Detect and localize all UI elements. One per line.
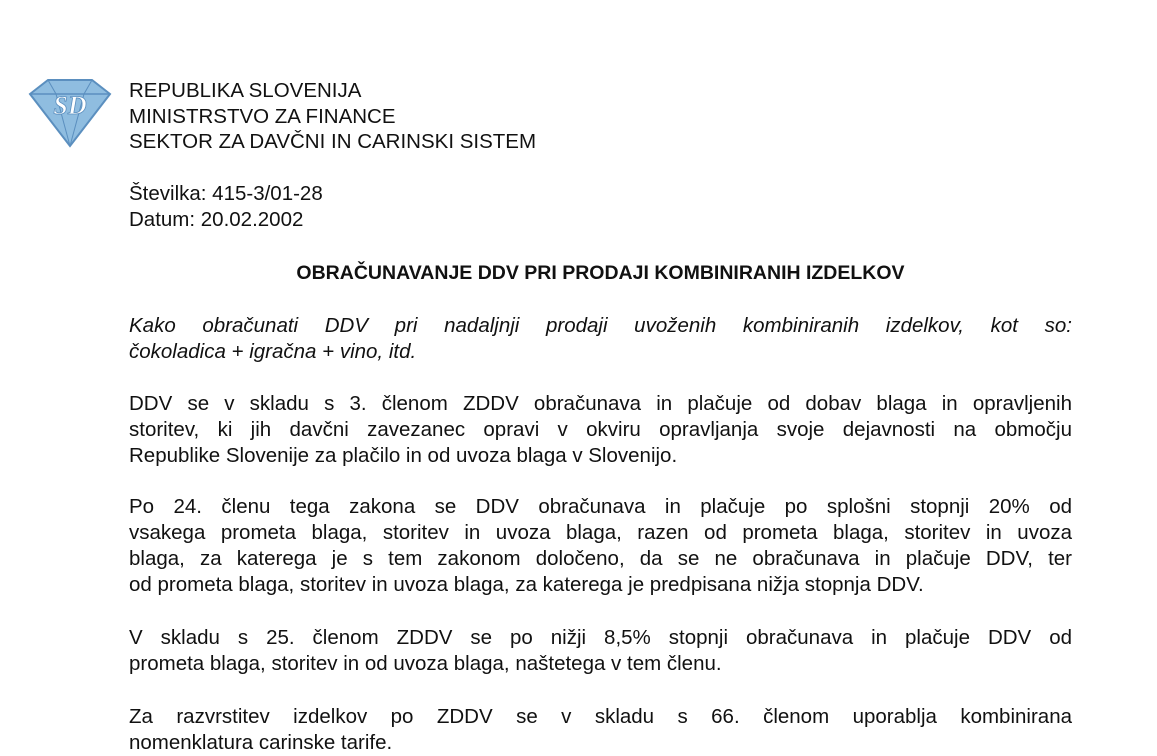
paragraph-line: V skladu s 25. členom ZDDV se po nižji 8,5% stopnji obračunava in plačuje DDV od: [129, 626, 1072, 649]
header-ministry: MINISTRSTVO ZA FINANCE: [129, 104, 396, 128]
paragraph-line: nomenklatura carinske tarife.: [129, 731, 393, 754]
document-meta: [129, 181, 323, 232]
document-date: Datum: 20.02.2002: [129, 207, 304, 231]
header-country: REPUBLIKA SLOVENIJA: [129, 79, 362, 102]
paragraph-line: vsakega prometa blaga, storitev in uvoza blaga, razen od prometa blaga, storitev in uvoza: [129, 521, 1072, 544]
paragraph-line: storitev, ki jih davčni zavezanec opravi v okviru opravljanja svoje dejavnosti na območju: [129, 418, 1072, 441]
logo-monogram: SD: [53, 91, 87, 120]
question-paragraph: [129, 313, 1072, 365]
question-line: čokoladica + igračna + vino, itd.: [129, 340, 417, 363]
question-line: Kako obračunati DDV pri nadaljnji prodaji uvoženih kombiniranih izdelkov, kot so:: [129, 314, 1072, 337]
body-paragraph-3: [129, 625, 1072, 677]
body-paragraph-4: [129, 704, 1072, 756]
paragraph-line: prometa blaga, storitev in od uvoza blaga, naštetega v tem členu.: [129, 652, 722, 675]
paragraph-line: DDV se v skladu s 3. členom ZDDV obračunava in plačuje od dobav blaga in opravljenih: [129, 392, 1072, 415]
body-paragraph-1: [129, 391, 1072, 469]
ministry-logo: [26, 74, 114, 150]
paragraph-line: od prometa blaga, storitev in uvoza blaga, za katerega je predpisana nižja stopnja DDV.: [129, 573, 924, 596]
paragraph-line: Po 24. členu tega zakona se DDV obračunava in plačuje po splošni stopnji 20% od: [129, 495, 1072, 518]
header-sector: SEKTOR ZA DAVČNI IN CARINSKI SISTEM: [129, 130, 537, 153]
document-number: Številka: 415-3/01-28: [129, 182, 323, 205]
paragraph-line: Republike Slovenije za plačilo in od uvoza blaga v Slovenijo.: [129, 444, 678, 467]
paragraph-line: blaga, za katerega je s tem zakonom določeno, da se ne obračunava in plačuje DDV, ter: [129, 547, 1072, 570]
document-title: OBRAČUNAVANJE DDV PRI PRODAJI KOMBINIRANIH IZDELKOV: [296, 262, 905, 284]
letterhead: [129, 78, 536, 155]
paragraph-line: Za razvrstitev izdelkov po ZDDV se v skladu s 66. členom uporablja kombinirana: [129, 705, 1072, 728]
body-paragraph-2: [129, 494, 1072, 598]
